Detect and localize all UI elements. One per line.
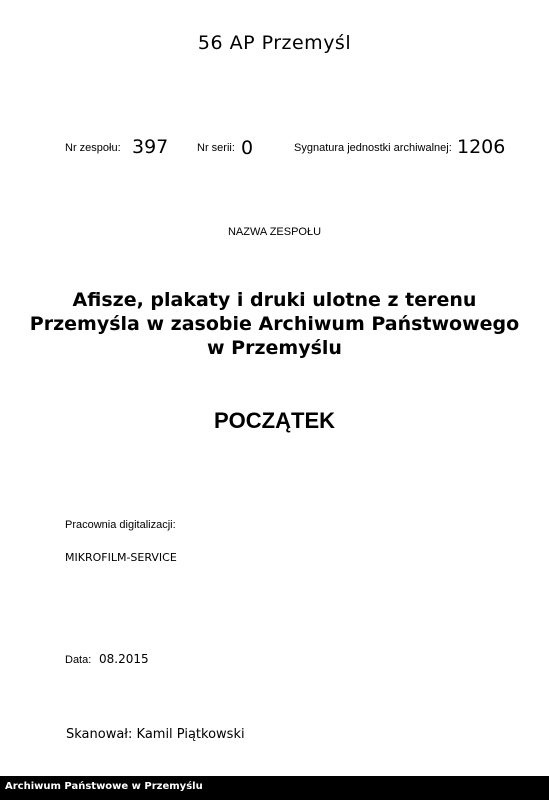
sygnatura-label: Sygnatura jednostki archiwalnej: xyxy=(294,142,452,154)
archive-header: 56 AP Przemyśl xyxy=(197,32,352,54)
nr-zespolu-value: 397 xyxy=(132,136,169,158)
nr-zespolu-label: Nr zespołu: xyxy=(65,142,121,154)
sygnatura-value: 1206 xyxy=(457,136,506,158)
fond-name-line: Afisze, plakaty i druki ulotne z terenu xyxy=(72,289,477,311)
fond-name xyxy=(0,288,549,360)
lab-value: MIKROFILM-SERVICE xyxy=(65,551,177,564)
footer-bar xyxy=(0,776,549,800)
fond-name-line: w Przemyślu xyxy=(207,337,342,359)
date-value: 08.2015 xyxy=(99,652,149,666)
nr-serii-label: Nr serii: xyxy=(197,142,235,154)
lab-label: Pracownia digitalizacji: xyxy=(65,519,176,531)
zespol-heading: NAZWA ZESPOŁU xyxy=(227,226,322,238)
date-label: Data: xyxy=(65,654,92,666)
start-marker: POCZĄTEK xyxy=(214,408,335,433)
scanned-by: Skanował: Kamil Piątkowski xyxy=(66,727,245,742)
fond-name-line: Przemyśla w zasobie Archiwum Państwowego xyxy=(29,313,520,335)
nr-serii-value: 0 xyxy=(241,137,254,159)
footer-text: Archiwum Państwowe w Przemyślu xyxy=(5,781,203,792)
